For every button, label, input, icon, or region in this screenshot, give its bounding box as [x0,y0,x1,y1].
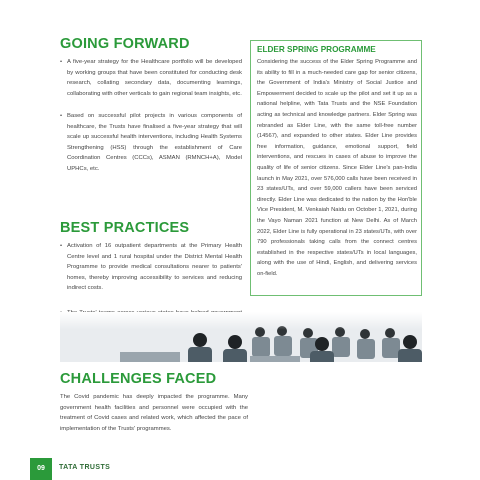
bullet-dot-icon: • [60,113,63,119]
bullet-text: Activation of 16 outpatient departments at the Primary Health Centre level and 1 rural hospital under the District Mental Health Programme to provide medical consultations nearer to patients' homes, thereby improving accessibility to services and reducing indirect costs. [67,243,242,292]
call-centre-photo [60,312,422,362]
section-title-best-practices: BEST PRACTICES [60,220,190,236]
bullet-item [60,241,242,294]
challenges-text: The Covid pandemic has deeply impacted the programme. Many government health facilities and personnel were occupied with the treatment of Covid cases and related work, which affected the pace of implementation of the Trusts' programmes. [60,394,248,432]
bullet-item [60,111,242,175]
bullet-text: Based on successful pilot projects in various components of healthcare, the Trusts have finalised a five-year strategy that will scale up successful health interventions, including Health Systems Strengthening (HSS) through the establishment of Care Coordination Centres (CCCs), ASMAN (RMNCH+A), Model UPHCs, etc. [67,113,242,172]
section-title-going-forward: GOING FORWARD [60,36,190,52]
bullet-text: A five-year strategy for the Healthcare portfolio will be developed by working groups that have been constituted for conducting desk research, collating secondary data, documenting learnings, collaborating with other verticals to gain regional team insights, etc. [67,59,242,97]
box-body-text: Considering the success of the Elder Spring Programme and its ability to fill in a much-needed care gap for senior citizens, the Government of India's Ministry of Social Justice and Empowerment decided to scale up the pilot and set it up as a national helpline, with Tata Trusts and the NSE Foundation acting as technical and knowledge partners. Elder Spring was rebranded as Elder Line, with the same toll-free number (14567), and expanded to other states. Elder Line provides free information, guidance, emotional support, field interventions, and rescues in cases of abuse to improve the quality of life of senior citizens. Since Elder Line's pan-India launch in May 2021, over 576,000 calls have been received in 23 states/UTs, and over 59,000 callers have been serviced directly. Elder Line was dedicated to the nation by the Hon'ble Vice President, M. Venkaiah Naidu on October 1, 2021, during the Vayo Naman 2021 function at New Delhi. As of March 2022, Elder Line is fully operational in 23 states/UTs, with over 790 professionals taking calls from the connect centres established in the respective states/UTs in local languages, along with the use of Hindi, English, and delivering services on-field. [257,59,417,277]
bullet-dot-icon: • [60,243,63,249]
bullet-dot-icon: • [60,59,63,65]
page-number: 09 [30,458,52,480]
bullet-item [60,57,242,99]
box-title: ELDER SPRING PROGRAMME [257,45,376,54]
section-title-challenges: CHALLENGES FACED [60,371,217,387]
elder-spring-box [250,40,422,296]
brand-name: TATA TRUSTS [59,464,111,471]
